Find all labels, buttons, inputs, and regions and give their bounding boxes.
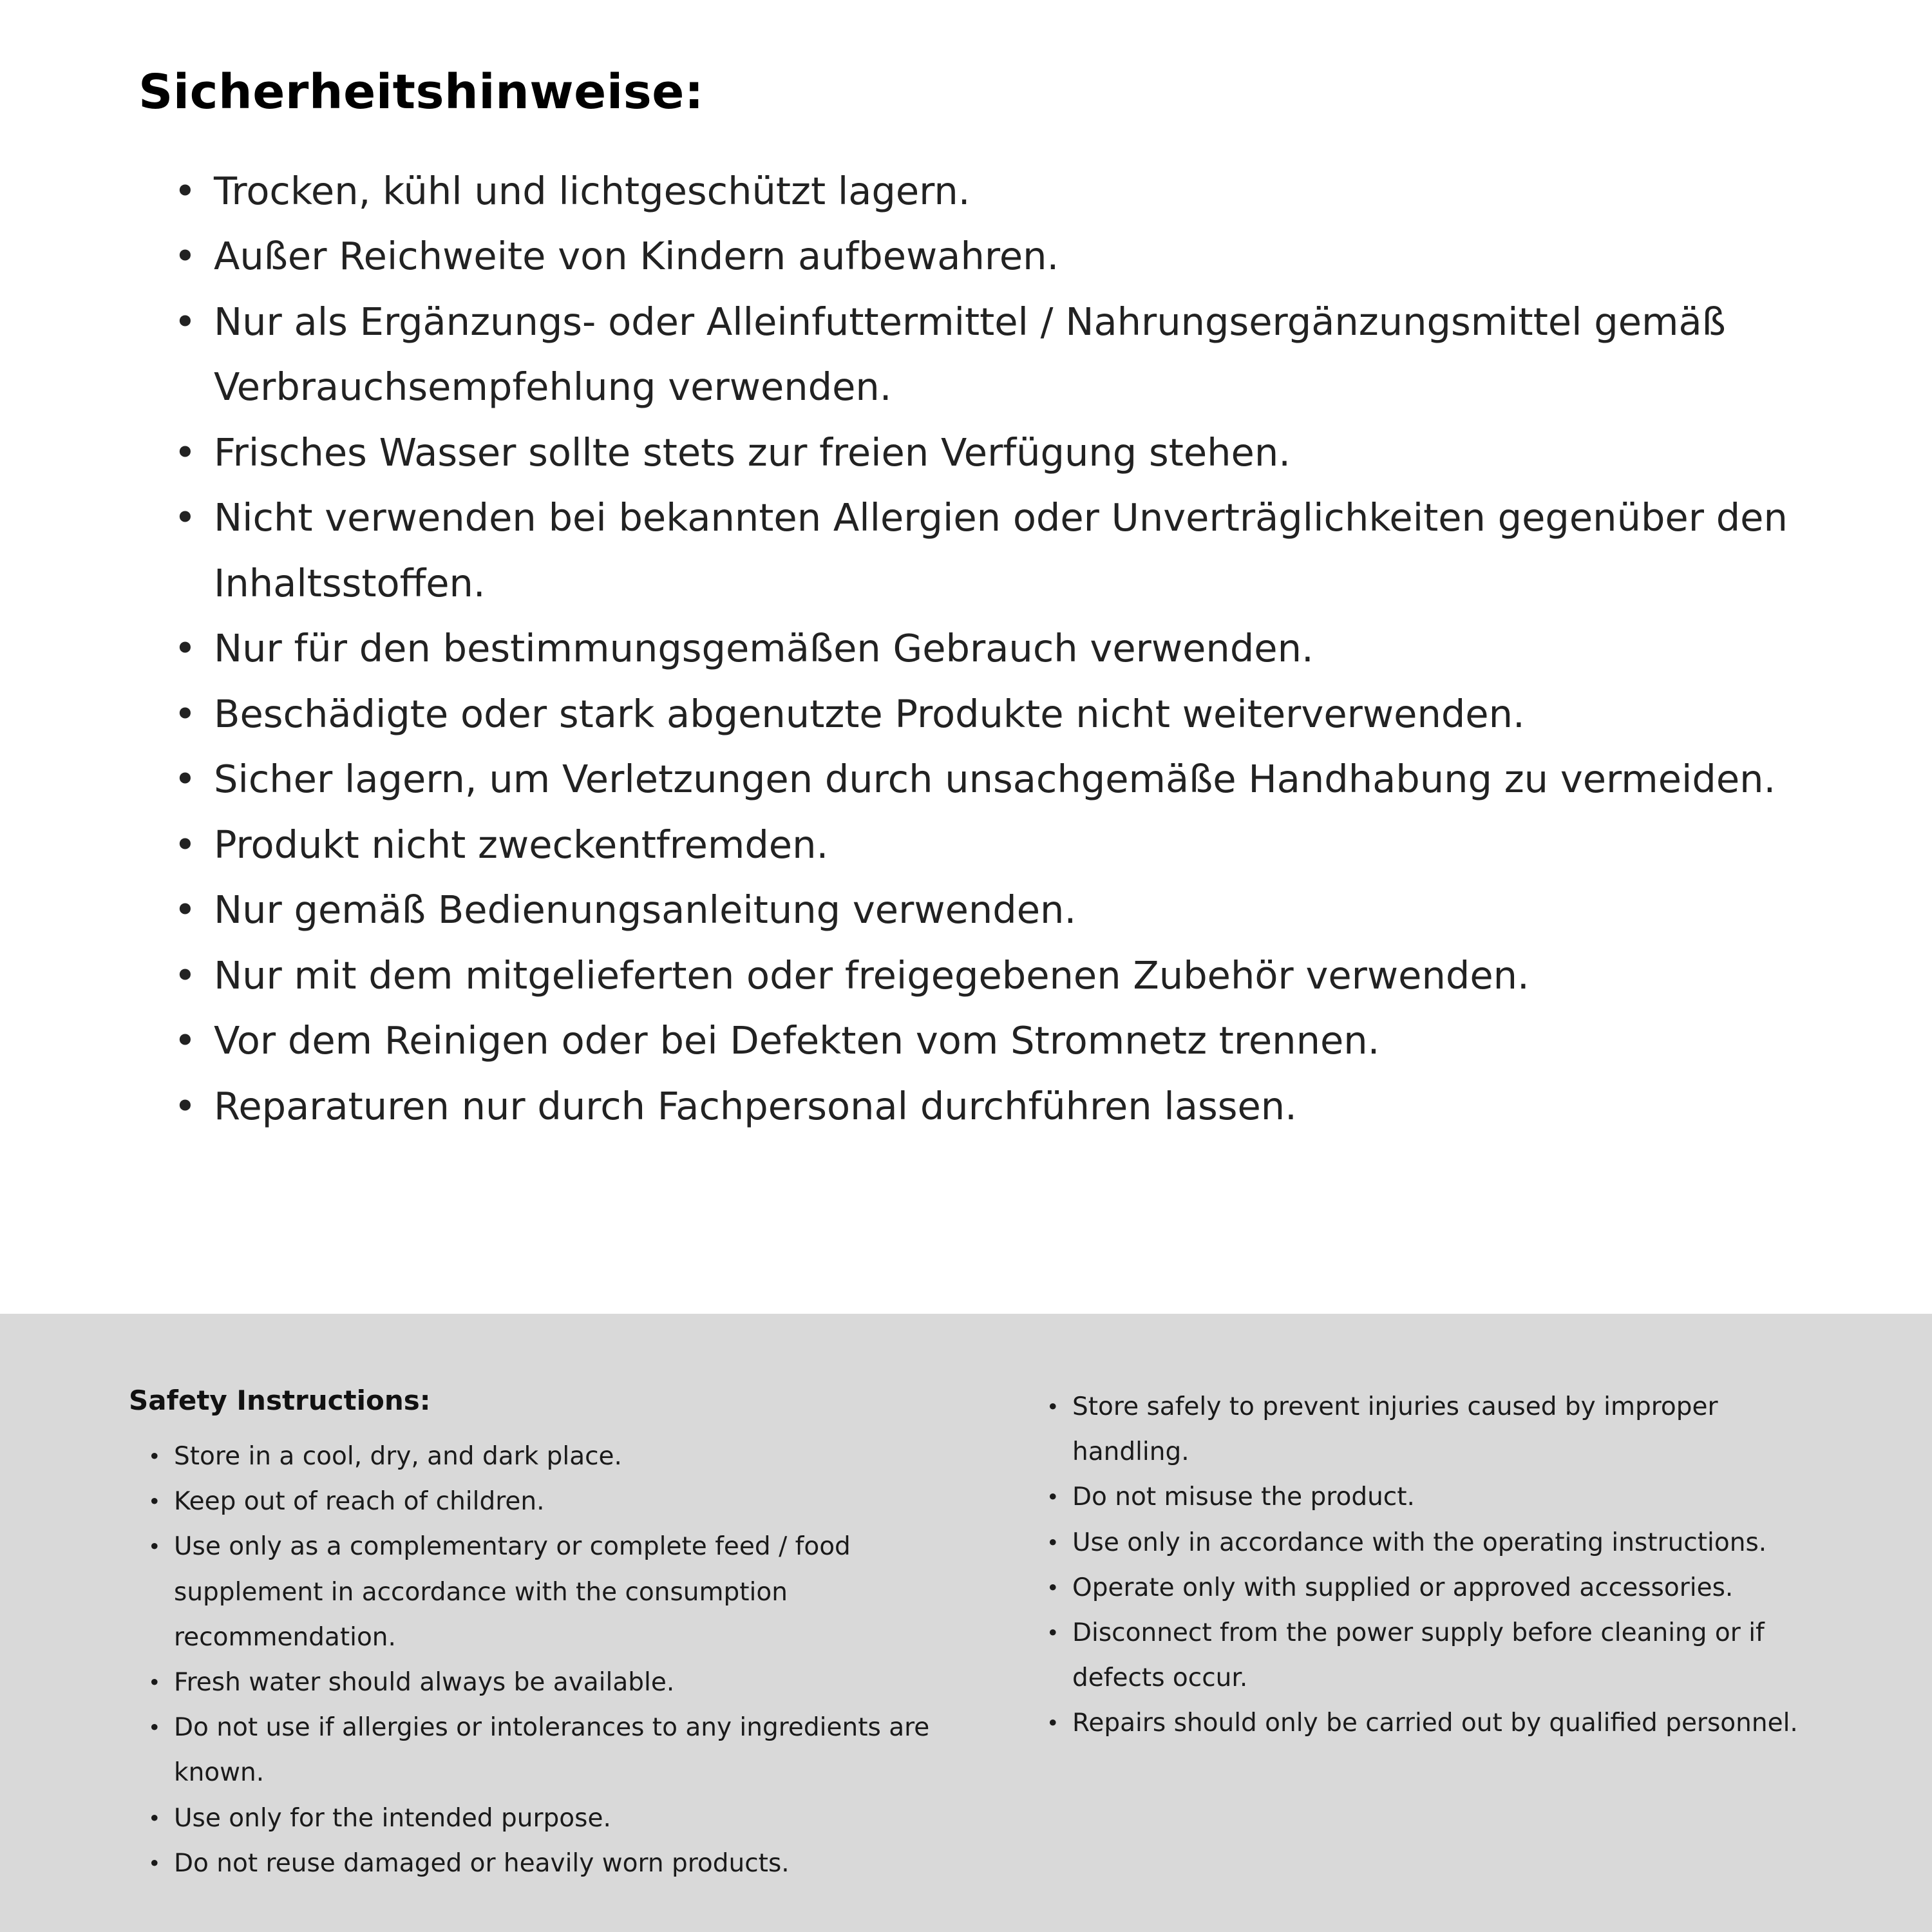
- english-section-title: Safety Instructions:: [129, 1385, 431, 1416]
- german-section-title: Sicherheitshinweise:: [138, 64, 705, 120]
- list-item: • Do not use if allergies or intolerances to any ingredients are known.: [148, 1705, 985, 1795]
- list-item: • Außer Reichweite von Kindern aufbewahren.: [174, 223, 1835, 289]
- english-safety-section: [0, 1314, 1932, 1932]
- english-right-column: [1046, 1385, 1835, 1747]
- english-left-column: [129, 1385, 985, 1886]
- list-item: • Nur als Ergänzungs- oder Alleinfuttermittel / Nahrungsergänzungsmittel gemäß Verbrauchsempfehlung verwenden.: [174, 289, 1835, 420]
- list-item: • Use only as a complementary or complete feed / food supplement in accordance with the consumption recommendation.: [148, 1524, 985, 1660]
- list-item: • Nur gemäß Bedienungsanleitung verwenden.: [174, 877, 1835, 942]
- list-item: • Repairs should only be carried out by qualified personnel.: [1046, 1701, 1835, 1746]
- list-item: • Do not reuse damaged or heavily worn products.: [148, 1841, 985, 1886]
- list-item: • Nur mit dem mitgelieferten oder freigegebenen Zubehör verwenden.: [174, 943, 1835, 1008]
- list-item: • Frisches Wasser sollte stets zur freien Verfügung stehen.: [174, 420, 1835, 485]
- list-item: • Disconnect from the power supply before cleaning or if defects occur.: [1046, 1611, 1835, 1701]
- list-item: • Nur für den bestimmungsgemäßen Gebrauch verwenden.: [174, 616, 1835, 681]
- list-item: • Store in a cool, dry, and dark place.: [148, 1434, 985, 1479]
- list-item: • Use only for the intended purpose.: [148, 1796, 985, 1841]
- english-safety-list-left: [148, 1434, 985, 1886]
- list-item: • Nicht verwenden bei bekannten Allergien oder Unverträglichkeiten gegenüber den Inhaltsstoffen.: [174, 485, 1835, 616]
- list-item: • Produkt nicht zweckentfremden.: [174, 812, 1835, 877]
- list-item: • Beschädigte oder stark abgenutzte Produkte nicht weiterverwenden.: [174, 681, 1835, 746]
- german-safety-list: [174, 158, 1835, 1139]
- list-item: • Fresh water should always be available.: [148, 1660, 985, 1705]
- list-item: • Operate only with supplied or approved accessories.: [1046, 1566, 1835, 1611]
- list-item: • Vor dem Reinigen oder bei Defekten vom Stromnetz trennen.: [174, 1008, 1835, 1073]
- list-item: • Do not misuse the product.: [1046, 1475, 1835, 1520]
- list-item: • Sicher lagern, um Verletzungen durch unsachgemäße Handhabung zu vermeiden.: [174, 746, 1835, 811]
- list-item: • Store safely to prevent injuries caused by improper handling.: [1046, 1385, 1835, 1475]
- list-item: • Reparaturen nur durch Fachpersonal durchführen lassen.: [174, 1074, 1835, 1139]
- list-item: • Trocken, kühl und lichtgeschützt lagern.: [174, 158, 1835, 223]
- list-item: • Use only in accordance with the operating instructions.: [1046, 1520, 1835, 1566]
- english-safety-list-right: [1046, 1385, 1835, 1747]
- list-item: • Keep out of reach of children.: [148, 1479, 985, 1524]
